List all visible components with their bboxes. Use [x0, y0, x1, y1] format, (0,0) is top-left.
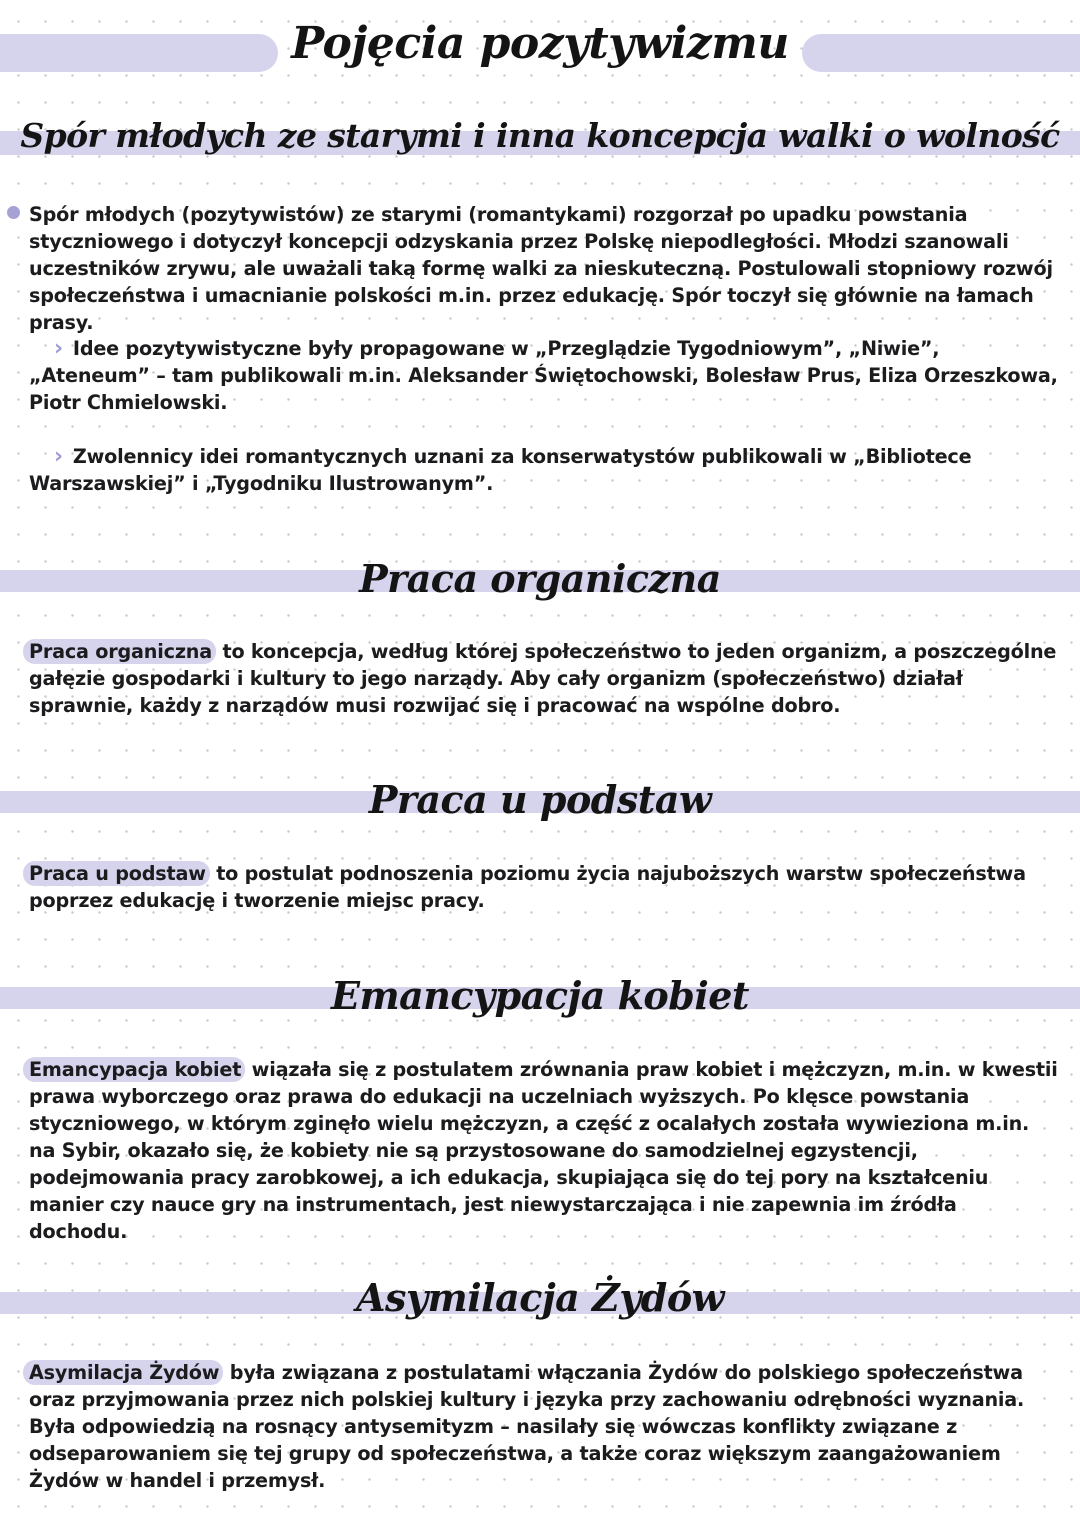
section-title-emancypacja: Emancypacja kobiet [331, 973, 749, 1018]
section-title-asymilacja: Asymilacja Żydów [356, 1275, 724, 1320]
term-highlight: Praca organiczna [29, 639, 216, 664]
term-highlight: Praca u podstaw [29, 861, 210, 886]
praca-u-podstaw-text: to postulat podnoszenia poziomu życia najuboższych warstw społeczeństwa poprzez edukację i tworzenie miejsc pracy. [29, 862, 1026, 912]
intro-subpoint-2 [29, 443, 1059, 497]
emancypacja-paragraph [29, 1056, 1059, 1245]
asymilacja-text: była związana z postulatami włączania Żydów do polskiego społeczeństwa oraz przyjmowania przez nich polskiej kultury i języka przy zachowaniu odrębności wyznania. Była odpowiedzią na rosnący antysemityzm – nasilały się wówczas konflikty związane z odseparowaniem się tej grupy od społeczeństwa, a także coraz większym zaangażowaniem Żydów w handel i przemysł. [29, 1361, 1025, 1492]
intro-paragraph [29, 201, 1059, 336]
chevron-right-icon: › [54, 336, 63, 361]
intro-subpoint-1 [29, 335, 1059, 416]
subpoint-2-text: Zwolennicy idei romantycznych uznani za konserwatystów publikowali w „Bibliotece Warszawskiej” i „Tygodniku Ilustrowanym”. [29, 445, 972, 495]
section-title-praca-u-podstaw: Praca u podstaw [368, 777, 712, 822]
praca-organiczna-text: to koncepcja, według której społeczeństwo to jeden organizm, a poszczególne gałęzie gospodarki i kultury to jego narządy. Aby cały organizm (społeczeństwo) działał sprawnie, każdy z narządów musi rozwijać się i pracować na wspólne dobro. [29, 640, 1057, 717]
section-title-spor: Spór młodych ze starymi i inna koncepcja walki o wolność [20, 116, 1060, 155]
praca-organiczna-paragraph [29, 638, 1059, 719]
subpoint-1-text: Idee pozytywistyczne były propagowane w „Przeglądzie Tygodniowym”, „Niwie”, „Ateneum” – tam publikowali m.in. Aleksander Świętochowski, Bolesław Prus, Eliza Orzeszkowa, Piotr Chmielowski. [29, 337, 1058, 414]
asymilacja-paragraph [29, 1359, 1059, 1494]
section-title-praca-organiczna: Praca organiczna [359, 556, 721, 601]
praca-u-podstaw-paragraph [29, 860, 1059, 914]
chevron-right-icon: › [54, 444, 63, 469]
term-highlight: Asymilacja Żydów [29, 1360, 223, 1385]
bullet-dot-icon [7, 206, 20, 219]
intro-text: Spór młodych (pozytywistów) ze starymi (romantykami) rozgorzał po upadku powstania styczniowego i dotyczył koncepcji odzyskania przez Polskę niepodległości. Młodzi szanowali uczestników zrywu, ale uważali taką formę walki za nieskuteczną. Postulowali stopniowy rozwój społeczeństwa i umacnianie polskości m.in. przez edukację. Spór toczył się głównie na łamach prasy. [29, 203, 1053, 334]
emancypacja-text: wiązała się z postulatem zrównania praw kobiet i mężczyzn, m.in. w kwestii prawa wyborczego oraz prawa do edukacji na uczelniach wyższych. Po klęsce powstania styczniowego, w którym zginęło wielu mężczyzn, a część z ocalałych została wywieziona m.in. na Sybir, okazało się, że kobiety nie są przystosowane do samodzielnej egzystencji, podejmowania pracy zarobkowej, a ich edukacja, skupiająca się do tej pory na kształceniu manier czy nauce gry na instrumentach, jest niewystarczająca i nie zapewnia im źródła dochodu. [29, 1058, 1058, 1243]
term-highlight: Emancypacja kobiet [29, 1057, 245, 1082]
page-title: Pojęcia pozytywizmu [291, 18, 789, 69]
